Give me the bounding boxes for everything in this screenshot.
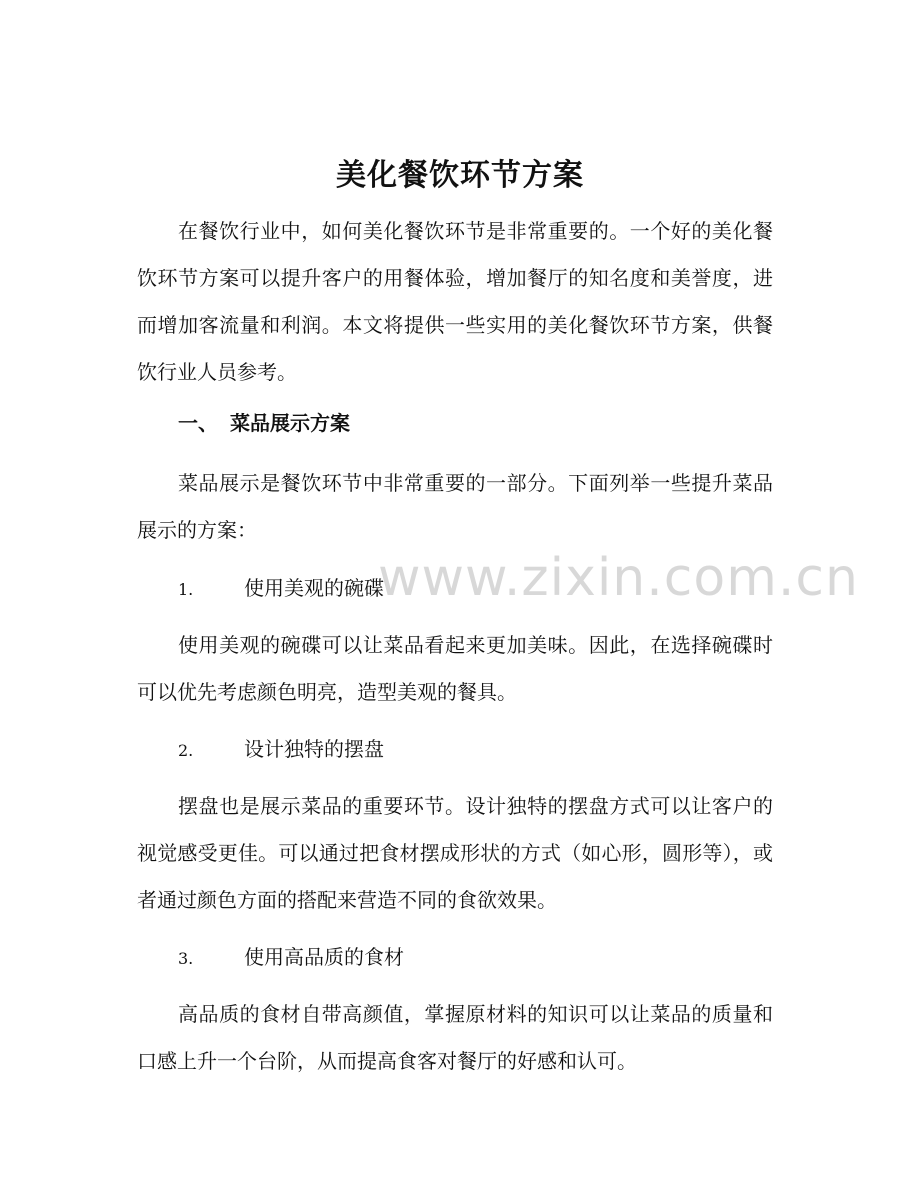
list-item-heading [178,565,384,613]
page-title: 美化餐饮环节方案 [336,158,584,193]
section-number: 一、 [178,411,218,435]
list-item-index: 3. [178,949,194,968]
section-title: 菜品展示方案 [230,411,350,435]
list-item-index: 2. [178,741,194,760]
intro-paragraph: 在餐饮行业中，如何美化餐饮环节是非常重要的。一个好的美化餐饮环节方案可以提升客户的用餐体验，增加餐厅的知名度和美誉度，进而增加客流量和利润。本文将提供一些实用的美化餐饮环节方案，供餐饮行业人员参考。 [137,219,773,384]
list-item-index: 1. [178,580,194,599]
section-heading [178,400,350,447]
section-intro-paragraph: 菜品展示是餐饮环节中非常重要的一部分。下面列举一些提升菜品展示的方案： [137,471,773,542]
list-item-heading [178,726,384,774]
list-item-title: 使用高品质的食材 [244,945,404,969]
list-item-title: 使用美观的碗碟 [244,576,384,600]
watermark: www.zixin.com.cn [378,548,859,608]
list-item-body: 摆盘也是展示菜品的重要环节。设计独特的摆盘方式可以让客户的视觉感受更佳。可以通过把食材摆成形状的方式（如心形，圆形等），或者通过颜色方面的搭配来营造不同的食欲效果。 [137,794,773,912]
list-item-body: 使用美观的碗碟可以让菜品看起来更加美味。因此，在选择碗碟时可以优先考虑颜色明亮，造型美观的餐具。 [137,633,773,704]
list-item-title: 设计独特的摆盘 [244,737,384,761]
list-item-body: 高品质的食材自带高颜值，掌握原材料的知识可以让菜品的质量和口感上升一个台阶，从而提高食客对餐厅的好感和认可。 [137,1002,773,1073]
list-item-heading [178,934,404,982]
